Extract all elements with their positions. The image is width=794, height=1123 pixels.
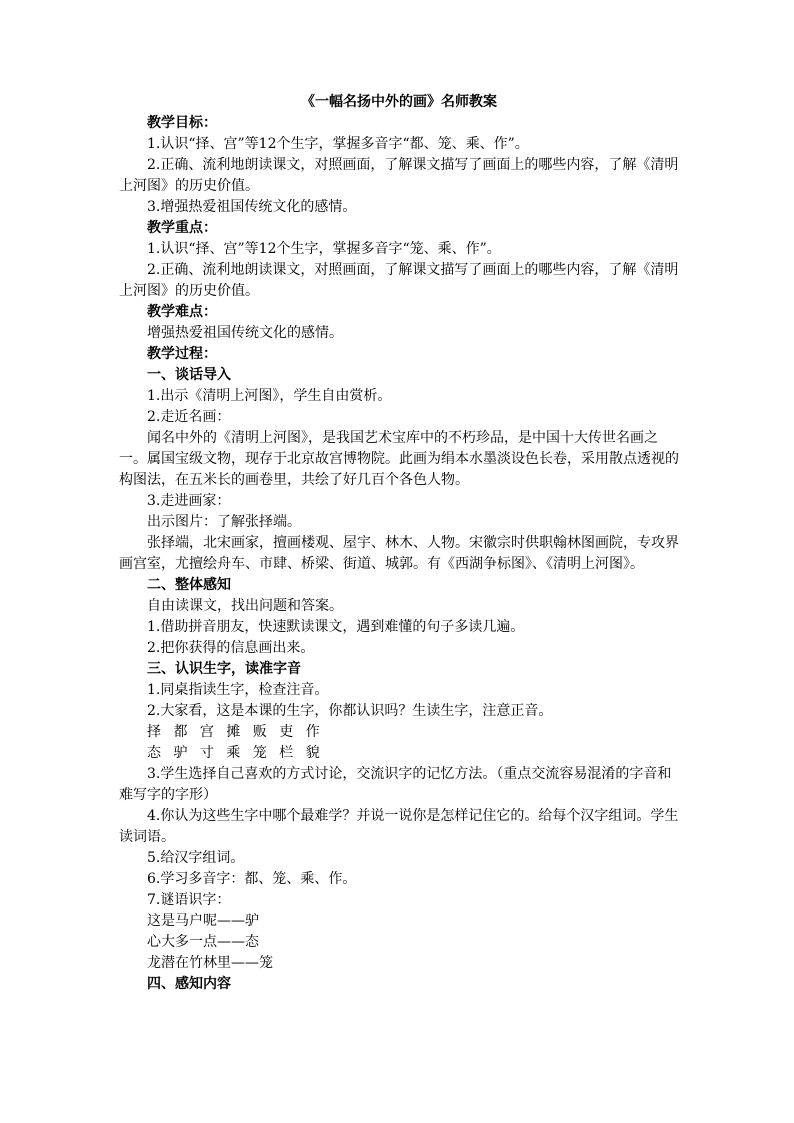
paragraph: 这是马户呢——驴 <box>147 913 259 929</box>
paragraph: 3.走进画家： <box>147 493 231 509</box>
paragraph: 张择端，北宋画家，擅画楼观、屋宇、林木、人物。宋徽宗时供职翰林图画院，专攻界画宫室，尤擅绘舟车、市肆、桥梁、街道、城郭。有《西湖争标图》、《清明上河图》。 <box>119 535 679 572</box>
paragraph: 闻名中外的《清明上河图》，是我国艺术宝库中的不朽珍品，是中国十大传世名画之一。属国宝级文物，现存于北京故宫博物院。此画为绢本水墨淡设色长卷，采用散点透视的构图法，在五米长的画卷里，共绘了好几百个各色人物。 <box>119 430 679 488</box>
document-title: 《一幅名扬中外的画》名师教案 <box>301 94 497 110</box>
section-heading: 三、认识生字，读准字音 <box>147 661 301 677</box>
document-body <box>119 113 679 995</box>
paragraph: 心大多一点——态 <box>147 934 259 950</box>
paragraph: 增强热爱祖国传统文化的感情。 <box>147 325 343 341</box>
paragraph: 自由读课文，找出问题和答案。 <box>147 598 343 614</box>
paragraph: 3.学生选择自己喜欢的方式讨论，交流识字的记忆方法。（重点交流容易混淆的字音和难写字的字形） <box>119 766 672 803</box>
paragraph: 龙潜在竹林里——笼 <box>147 955 273 971</box>
paragraph: 2.正确、流利地朗读课文，对照画面，了解课文描写了画面上的哪些内容，了解《清明上河图》的历史价值。 <box>119 262 679 299</box>
section-heading: 四、感知内容 <box>147 976 231 992</box>
section-heading: 教学过程： <box>147 346 217 362</box>
paragraph: 4.你认为这些生字中哪个最难学？并说一说你是怎样记住它的。给每个汉字组词。学生读词语。 <box>119 808 679 845</box>
paragraph: 1.出示《清明上河图》，学生自由赏析。 <box>147 388 392 404</box>
section-heading: 教学难点： <box>147 304 217 320</box>
section-heading: 一、谈话导入 <box>147 367 231 383</box>
paragraph: 出示图片：了解张择端。 <box>147 514 301 530</box>
document-page <box>119 92 679 995</box>
section-heading: 教学目标： <box>147 115 217 131</box>
character-list: 态 驴 寸 乘 笼 栏 貌 <box>147 745 324 761</box>
paragraph: 2.正确、流利地朗读课文，对照画面，了解课文描写了画面上的哪些内容，了解《清明上河图》的历史价值。 <box>119 157 679 194</box>
paragraph: 5.给汉字组词。 <box>147 850 245 866</box>
paragraph: 2.走近名画： <box>147 409 231 425</box>
section-heading: 教学重点： <box>147 220 217 236</box>
character-list: 择 都 宫 摊 贩 吏 作 <box>147 724 324 740</box>
paragraph: 6.学习多音字：都、笼、乘、作。 <box>147 871 357 887</box>
paragraph: 2.把你获得的信息画出来。 <box>147 640 315 656</box>
paragraph: 2.大家看，这是本课的生字，你都认识吗？生读生字，注意正音。 <box>147 703 553 719</box>
section-heading: 二、整体感知 <box>147 577 231 593</box>
paragraph: 1.认识“择、宫”等12个生字，掌握多音字“都、笼、乘、作”。 <box>147 136 529 152</box>
paragraph: 1.认识“择、宫”等12个生字，掌握多音字“笼、乘、作”。 <box>147 241 501 257</box>
paragraph: 7.谜语识字： <box>147 892 231 908</box>
paragraph: 3.增强热爱祖国传统文化的感情。 <box>147 199 357 215</box>
paragraph: 1.同桌指读生字，检查注音。 <box>147 682 329 698</box>
paragraph: 1.借助拼音朋友，快速默读课文，遇到难懂的句子多读几遍。 <box>147 619 525 635</box>
